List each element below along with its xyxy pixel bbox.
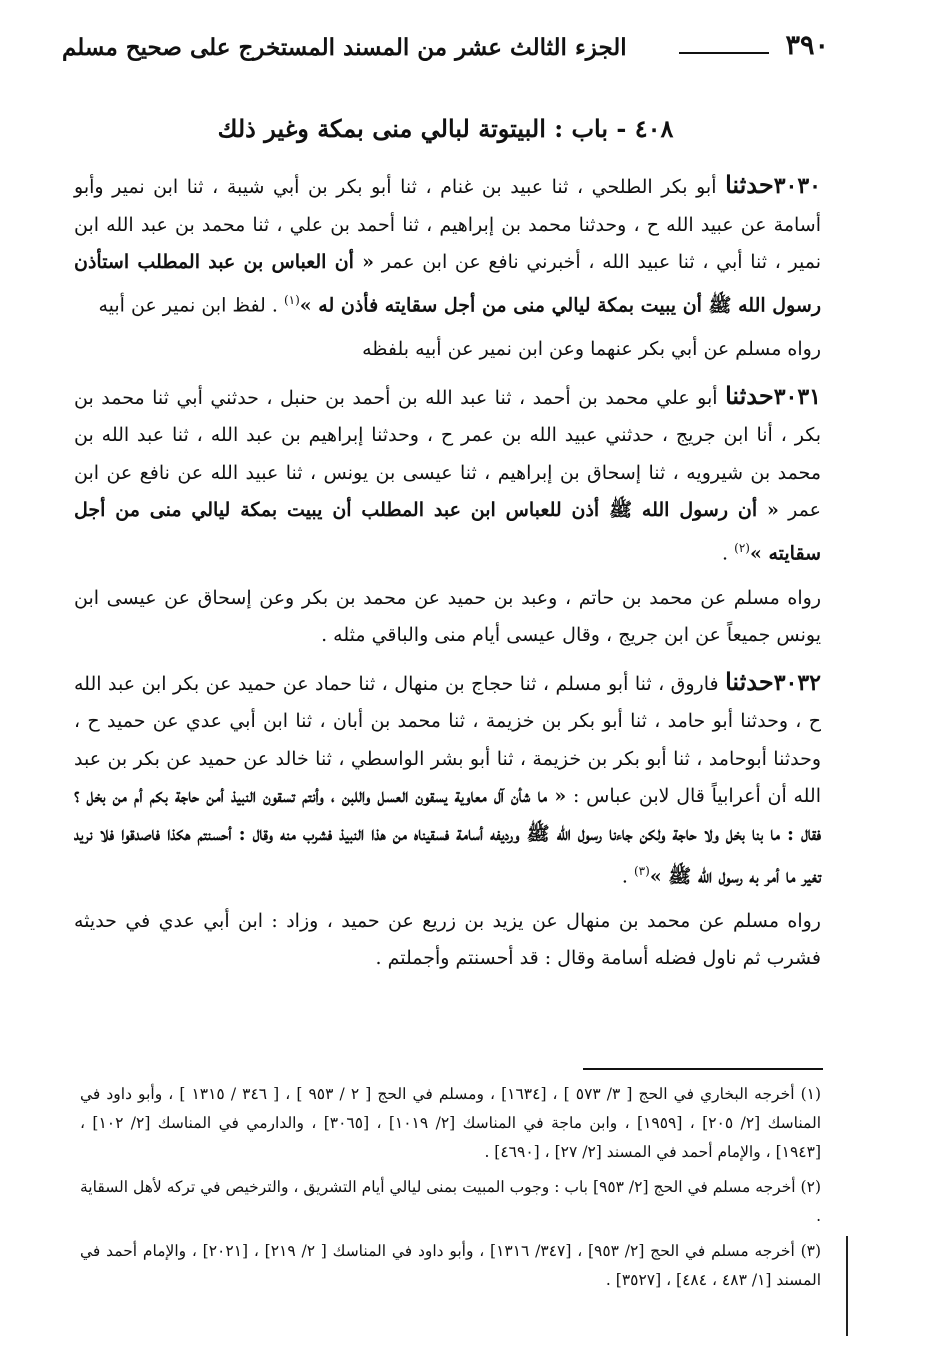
- footnote-1: (١) أخرجه البخاري في الحج [ ٣/ ٥٧٣ ] ، [١٦٣٤] ، ومسلم في الحج [ ٢ / ٩٥٣ ] ، [ ٣٤٦ / ١٣١٥ ] ، وأبو داود في المناسك [٢/ ٢٠٥] ، [١٩٥٩] ، وابن ماجة في المناسك [٢/ ١٠١٩] ، [٣٠٦٥] ، والدارمي في المناسك [٢/ ١٠٢] ، [١٩٤٣] ، والإمام أحمد في المسند [٢/ ٢٧] ، [٤٦٩٠] .: [80, 1085, 822, 1161]
- footnote-ref: (٢): [734, 540, 750, 555]
- header-rule: [679, 52, 769, 54]
- haddathana-label: حدثنا: [725, 170, 774, 199]
- hadith-tail: .: [621, 865, 634, 888]
- hadith-tail: .: [722, 542, 735, 565]
- margin-rule: [846, 1236, 848, 1336]
- page-body: [74, 166, 821, 986]
- chapter-title: ٤٠٨ - باب : البيتوتة لبالي منى بمكة وغير ذلك: [217, 114, 674, 143]
- footnote-ref: (٣): [633, 864, 650, 879]
- hadith-number: ٣٠٣٠: [773, 173, 821, 199]
- footnote-3: (٣) أخرجه مسلم في الحج [٢/ ٩٥٣] ، [٣٤٧/ ١٣١٦] ، وأبو داود في المناسك [ ٢/ ٢١٩] ، [٢٠٢١] ، والإمام أحمد في المسند [١/ ٤٨٣ ، ٤٨٤] ، [٣٥٢٧] .: [80, 1242, 822, 1289]
- page-number: ٣٩٠: [785, 30, 829, 61]
- riwaya-note: رواه مسلم عن أبي بكر عنهما وعن ابن نمير عن أبيه بلفظه: [362, 338, 821, 361]
- hadith-isnad: أبو بكر الطلحي ، ثنا عبيد بن غنام ، ثنا أبو بكر بن أبي شيبة ، ثنا ابن نمير وأبو أسامة عن عبيد الله ح ، وحدثنا محمد بن إبراهيم ، ثنا أحمد بن علي ، ثنا محمد بن عبد الله ابن نمير ، ثنا أبي ، ثنا عبيد الله ، أخبرني نافع عن ابن عمر: [74, 176, 821, 273]
- hadith-matn: « أن العباس بن عبد المطلب استأذن رسول الله ﷺ أن يبيت بمكة ليالي منى من أجل سقايته فأذن له »: [74, 251, 821, 316]
- hadith-isnad: أبو علي محمد بن أحمد ، ثنا عبد الله بن أحمد بن حنبل ، حدثني أبي ثنا محمد بن بكر ، أنا ابن جريج ، حدثني عبيد الله بن عمر ح ، وحدثنا إبراهيم بن عبد الله ، ثنا عبد الله بن محمد بن شيرويه ، ثنا إسحاق بن إبراهيم ، ثنا عيسى بن يونس ، ثنا عبيد الله عن نافع عن ابن عمر: [74, 386, 821, 522]
- page-header: [62, 30, 829, 76]
- hadith-number: ٣٠٣١: [773, 383, 821, 410]
- hadith-isnad: فاروق ، ثنا أبو مسلم ، ثنا حجاج بن منهال ، ثنا حماد عن حميد عن بكر ابن عبد الله ح ، وحدثنا أبو حامد ، ثنا أبو بكر بن خزيمة ، ثنا محمد بن أبان ، ثنا ابن أبي عدي عن حميد ح ، وحدثنا أبوحامد ، ثنا أبو بكر بن خزيمة ، ثنا أبو بشر الواسطي ، ثنا خالد عن حميد عن بكر بن عبد الله أن أعرابياً قال لابن عباس :: [74, 672, 821, 808]
- haddathana-label: حدثنا: [725, 380, 774, 410]
- footnote-2: (٢) أخرجه مسلم في الحج [٢/ ٩٥٣] باب : وجوب المبيت بمنى ليالي أيام التشريق ، والترخيص في تركه لأهل السقاية .: [80, 1178, 821, 1225]
- hadith-3030: [74, 166, 821, 324]
- footnote-rule: [583, 1068, 823, 1070]
- riwaya-note: رواه مسلم عن محمد بن حاتم ، وعبد بن حميد عن محمد بن بكر وعن إسحاق عن عيسى ابن يونس جميعاً عن ابن جريج ، وقال عيسى أيام منى والباقي مثله .: [74, 586, 821, 647]
- hadith-number: ٣٠٣٢: [773, 669, 821, 696]
- haddathana-label: حدثنا: [725, 666, 774, 696]
- hadith-matn: « أن رسول الله ﷺ أذن للعباس ابن عبد المطلب أن يبيت بمكة ليالي منى من أجل سقايته »: [74, 499, 821, 565]
- footnotes: [80, 1080, 821, 1301]
- hadith-3032: [74, 663, 821, 896]
- hadith-matn: « ما شأن آل معاوية يسقون العسل واللبن ، وأنتم تسقون النبيذ أمن حاجة بكم أم من بخل ؟ فقال : ما بنا بخل ولا حاجة ولكن جاءنا رسول الله ﷺ ورديفه أسامة فسقيناه من هذا النبيذ فشرب منه وقال : أحسنتم هكذا فاصدقوا فلا نريد تغير ما أمر به رسول الله ﷺ »: [74, 785, 821, 888]
- running-title: الجزء الثالث عشر من المسند المستخرج على صحيح مسلم: [62, 34, 627, 61]
- hadith-tail: . لفظ ابن نمير عن أبيه: [98, 293, 284, 316]
- riwaya-note: رواه مسلم عن محمد بن منهال عن يزيد بن زريع عن حميد ، وزاد : ابن أبي عدي في حديثه فشرب ثم ناول فضله أسامة وقال : قد أحسنتم وأجملتم .: [74, 909, 821, 970]
- footnote-ref: (١): [283, 292, 300, 307]
- hadith-3031: [74, 377, 821, 573]
